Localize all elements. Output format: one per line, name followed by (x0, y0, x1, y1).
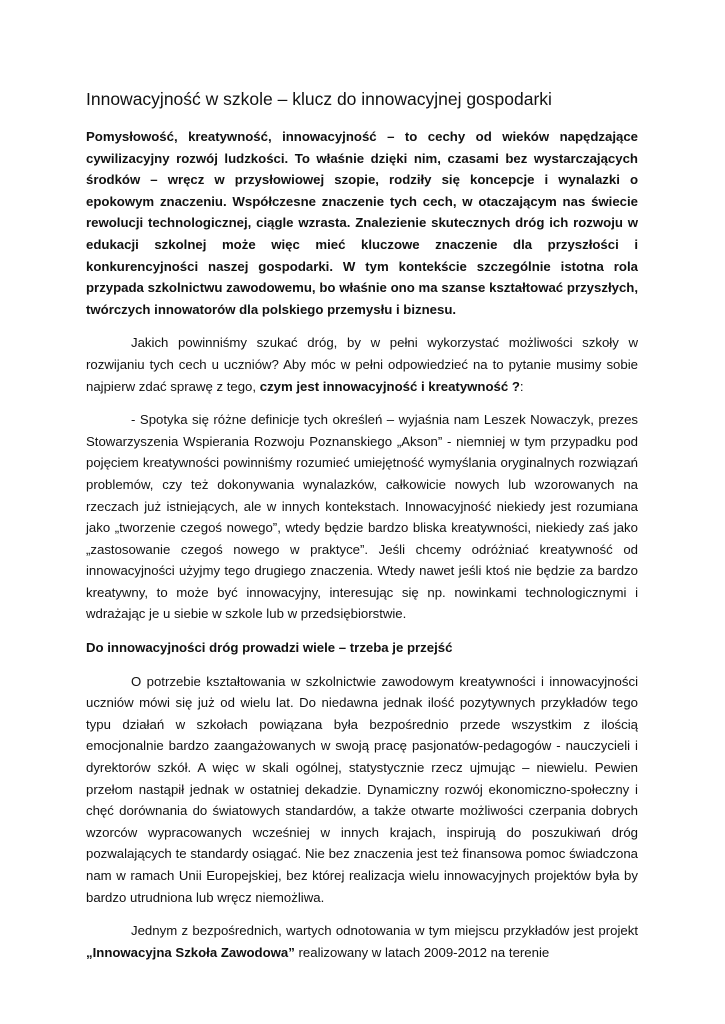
lead-paragraph: Pomysłowość, kreatywność, innowacyjność – to cechy od wieków napędzające cywilizacyjny rozwój ludzkości. To właśnie dzięki nim, czasami bez wystarczających środków – wręcz w przysłowiowej szopie, rodziły się koncepcje i wynalazki o epokowym znaczeniu. Współczesne znaczenie tych cech, w otaczającym nas świecie rewolucji technologicznej, ciągle wzrasta. Znalezienie skutecznych dróg ich rozwoju w edukacji szkolnej może więc mieć kluczowe znaczenie dla przyszłości i konkurencyjności naszej gospodarki. W tym kontekście szczególnie istotna rola przypada szkolnictwu zawodowemu, bo właśnie ono ma szanse kształtować przyszłych, twórczych innowatorów dla polskiego przemysłu i biznesu. (86, 129, 638, 317)
paragraph-project-name: „Innowacyjna Szkoła Zawodowa” (86, 944, 295, 960)
paragraph-question-text: Jakich powinniśmy szukać dróg, by w pełni wykorzystać możliwości szkoły w rozwijaniu tych cech u uczniów? Aby móc w pełni odpowiedzieć na to pytanie musimy sobie najpierw zdać sprawę z tego, (86, 335, 638, 394)
paragraph-history: O potrzebie kształtowania w szkolnictwie zawodowym kreatywności i innowacyjności uczniów mówi się już od wielu lat. Do niedawna jednak ilość pozytywnych przykładów tego typu działań w szkołach powiązana była bezpośrednio przede wszystkim z ilością emocjonalnie bardzo zaangażowanych w swoją pracę pasjonatów-pedagogów - nauczycieli i dyrektorów szkół. A więc w skali ogólnej, statystycznie rzecz ujmując – niewielu. Pewien przełom nastąpił jednak w ostatniej dekadzie. Dynamiczny rozwój ekonomiczno-społeczny i chęć dorównania do światowych standardów, a także otwarte możliwości czerpania dobrych wzorców wypracowanych wcześniej w innych krajach, inspirują do poszukiwań dróg pozwalających te standardy osiągać. Nie bez znaczenia jest też finansowa pomoc świadczona nam w ramach Unii Europejskiej, bez której realizacja wielu innowacyjnych projektów była by bardzo utrudniona lub wręcz niemożliwa. (86, 673, 638, 905)
paragraph-definitions: - Spotyka się różne definicje tych określeń – wyjaśnia nam Leszek Nowaczyk, prezes Stowarzyszenia Wspierania Rozwoju Poznanskiego „Akson” - niemniej w tym przypadku pod pojęciem kreatywności powinniśmy rozumieć umiejętność wymyślania oryginalnych rozwiązań problemów, czy też dokonywania wynalazków, całkowicie nowych lub wzorowanych na rzeczach już istniejących, ale w innych kontekstach. Innowacyjność niekiedy jest rozumiana jako „tworzenie czegoś nowego”, wtedy będzie bardzo bliska kreatywności, niekiedy zaś jako „zastosowanie czegoś nowego w praktyce”. Jeśli chcemy odróżniać kreatywność od innowacyjności użyjmy tego drugiego znaczenia. Wtedy nawet jeśli ktoś nie będzie za bardzo kreatywny, to może być innowacyjny, interesując się np. nowinkami technologicznymi i wdrażając je u siebie w szkole lub w przedsiębiorstwie. (86, 412, 638, 622)
paragraph-project-end: realizowany w latach 2009-2012 na terenie (294, 944, 550, 960)
section-subheading: Do innowacyjności dróg prowadzi wiele – trzeba je przejść (86, 640, 453, 656)
paragraph-question (86, 332, 638, 397)
paragraph-question-end: : (519, 378, 524, 394)
paragraph-project-text: Jednym z bezpośrednich, wartych odnotowania w tym miejscu przykładów jest projekt (131, 923, 638, 939)
document-page (86, 86, 638, 963)
paragraph-project (86, 920, 638, 963)
document-title: Innowacyjność w szkole – klucz do innowacyjnej gospodarki (86, 89, 552, 109)
paragraph-question-bold: czym jest innowacyjność i kreatywność ? (259, 378, 520, 394)
